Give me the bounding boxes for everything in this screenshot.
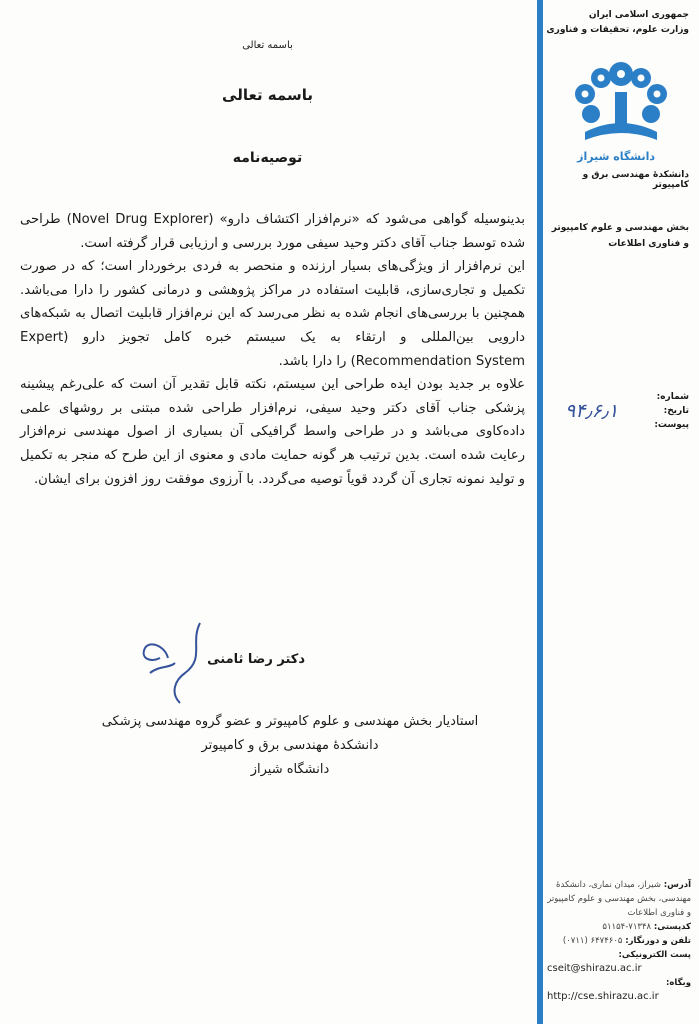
ministry-header: [546, 8, 689, 38]
header-small: باسمه تعالی: [242, 40, 293, 51]
number-label: شماره:: [656, 392, 689, 402]
paragraph-2: این نرم‌افزار از ویژگی‌های بسیار ارزنده و منحصر به فردی برخوردار است؛ که در صورت تکمیل و تجاری‌سازی، قابلیت استفاده در مراکز پژوهشی و درمانی کشور را دارا می‌باشد. همچنین با بررسی‌های انجام شده به نظر می‌رسد که این نرم‌افزار قابلیت اتصال به شبکه‌های دارویی بین‌المللی و ارتقاء به یک سیستم خبره کامل تجویز دارو (Expert Recommendation System) را دارا باشد.: [20, 259, 525, 369]
university-logo-icon: [565, 52, 677, 162]
university-name: دانشگاه شیراز: [577, 150, 655, 163]
postal-value: ۷۱۳۴۸-۵۱۱۵۴: [602, 922, 652, 932]
email-value[interactable]: cseit@shirazu.ac.ir: [547, 963, 642, 974]
postal-label: کدپستی:: [653, 922, 691, 932]
address-label: آدرس:: [663, 880, 691, 890]
phone-label: تلفن و دورنگار:: [625, 936, 691, 946]
signer-details: [50, 710, 530, 782]
address-value: شیراز، میدان نماری، دانشکدهٔ مهندسی، بخش مهندسی و علوم کامپیوتر و فناوری اطلاعات: [547, 880, 691, 918]
signer-university: دانشگاه شیراز: [250, 762, 330, 777]
signer-faculty: دانشکدهٔ مهندسی برق و کامپیوتر: [201, 738, 379, 753]
date-label: تاریخ:: [663, 406, 689, 416]
blue-divider-bar: [537, 0, 543, 1024]
signer-title: استادیار بخش مهندسی و علوم کامپیوتر و عضو گروه مهندسی پزشکی: [101, 714, 479, 729]
handwritten-date: ۹۴٫۶٫۱: [565, 400, 619, 422]
letter-subject: توصیه‌نامه: [232, 150, 303, 166]
republic-line: جمهوری اسلامی ایران: [588, 10, 689, 20]
handwritten-signature: [130, 618, 220, 708]
signer-name: دکتر رضا ثامنی: [207, 652, 305, 667]
attachment-label: پیوست:: [654, 420, 689, 430]
letter-body: [10, 0, 525, 1024]
faculty-name: دانشکدهٔ مهندسی برق و کامپیوتر: [582, 170, 689, 190]
department-name: بخش مهندسی و علوم کامپیوتر و فناوری اطلاعات: [551, 223, 689, 249]
header-title: باسمه تعالی: [222, 86, 313, 104]
contact-block: [547, 878, 691, 1004]
email-label: پست الکترونیکی:: [618, 950, 691, 960]
paragraph-1: بدینوسیله گواهی می‌شود که «نرم‌افزار اکتشاف دارو» (Novel Drug Explorer) طراحی شده توسط جناب آقای دکتر وحید سیفی مورد بررسی و ارزیابی قرار گرفته است.: [20, 212, 525, 251]
letter-text: [20, 208, 525, 491]
letterhead-sidebar: [545, 0, 695, 1024]
web-label: وبگاه:: [665, 978, 691, 988]
paragraph-3: علاوه بر جدید بودن ایده طراحی این سیستم، نکته قابل تقدیر آن است که علی‌رغم پیشینه پزشکی جناب آقای دکتر وحید سیفی، نرم‌افزار طراحی شده مبتنی بر روشهای علمی داده‌کاوی می‌باشد و در طراحی واسط گرافیکی آن بسیاری از اصول مهندسی نرم‌افزار رعایت شده است. بدین ترتیب هر گونه حمایت مادی و معنوی از این طرح که منجر به تکمیل و تولید نمونه تجاری آن گردد قویاً توصیه می‌گردد. با آرزوی موفقت روز افزون برای ایشان.: [20, 377, 525, 487]
phone-value: ۶۴۷۴۶۰۵ (۰۷۱۱): [562, 936, 623, 946]
ministry-line: وزارت علوم، تحقیقات و فناوری: [546, 25, 689, 35]
web-value[interactable]: http://cse.shirazu.ac.ir: [547, 991, 659, 1002]
